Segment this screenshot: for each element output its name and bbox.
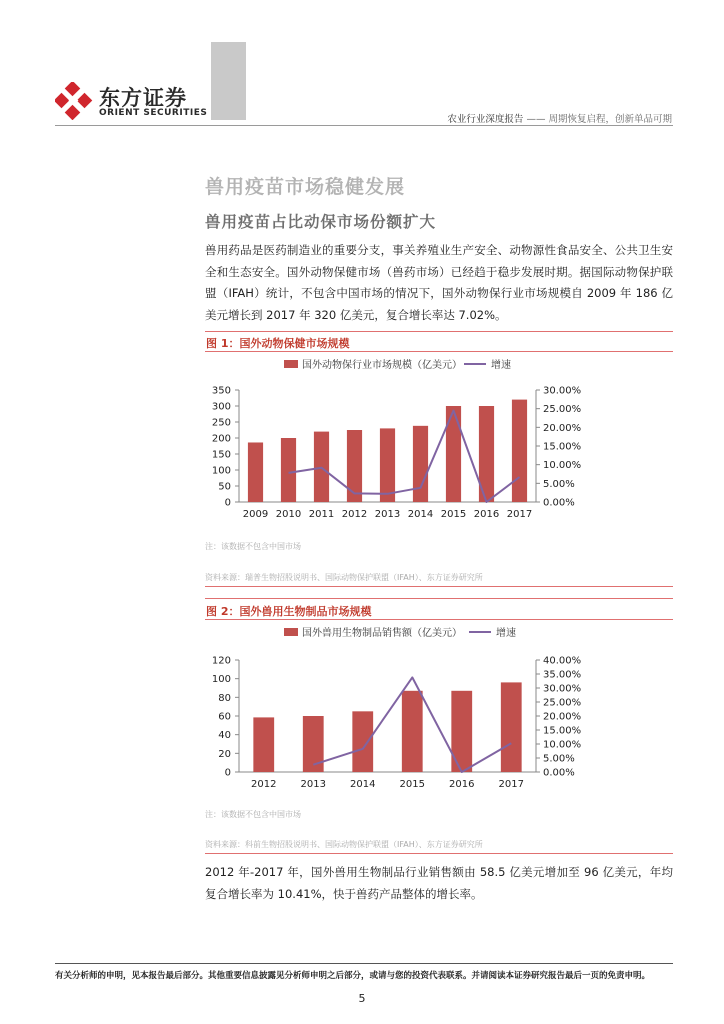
figure1-chart <box>205 352 673 527</box>
brand-logo <box>55 82 215 122</box>
y-right-tick-label: 30.00% <box>543 385 582 397</box>
y-left-tick-label: 50 <box>218 481 231 493</box>
conclusion-paragraph: 2012 年-2017 年，国外兽用生物制品行业销售额由 58.5 亿美元增加至 96 亿美元，年均复合增长率为 10.41%，快于兽药产品整体的增长率。 <box>205 865 673 901</box>
y-left-tick-label: 250 <box>211 417 231 429</box>
footer-divider <box>55 963 673 964</box>
y-left-tick-label: 150 <box>211 449 231 461</box>
legend-bar-swatch <box>284 360 298 368</box>
figure2-chart <box>205 620 673 795</box>
section-subtitle: 兽用疫苗占比动保市场份额扩大 <box>205 213 437 231</box>
header-gray-tab <box>211 42 246 120</box>
bar-2014 <box>413 426 428 502</box>
y-right-tick-label: 20.00% <box>543 711 582 723</box>
y-right-tick-label: 35.00% <box>543 669 582 681</box>
legend-bar-label: 国外动物保行业市场规模（亿美元） <box>302 360 462 371</box>
figure2-source: 资料来源：科前生物招股说明书、国际动物保护联盟（IFAH）、东方证券研究所 <box>205 840 483 849</box>
figure1-source: 资料来源：瑞普生物招股说明书、国际动物保护联盟（IFAH）、东方证券研究所 <box>205 573 483 582</box>
chart1-legend <box>284 358 511 371</box>
figure2-note: 注：该数据不包含中国市场 <box>205 810 301 819</box>
y-left-tick-label: 100 <box>211 465 231 477</box>
figure1-note: 注：该数据不包含中国市场 <box>205 542 301 551</box>
x-tick-label: 2012 <box>251 779 277 790</box>
brand-name-cn: 东方证券 <box>99 86 187 110</box>
figure2-title: 图 2：国外兽用生物制品市场规模 <box>206 605 372 618</box>
y-left-tick-label: 350 <box>211 385 231 397</box>
y-left-tick-label: 200 <box>211 433 231 445</box>
y-right-tick-label: 20.00% <box>543 422 582 434</box>
legend-line-label: 增速 <box>491 360 511 371</box>
bar-2012 <box>253 717 274 772</box>
x-tick-label: 2013 <box>300 779 326 790</box>
header-separator: —— <box>526 114 546 125</box>
bar-2013 <box>303 716 324 772</box>
brand-name-en: ORIENT SECURITIES <box>99 108 208 118</box>
legend-line-label: 增速 <box>496 628 516 639</box>
legend-bar-label: 国外兽用生物制品销售额（亿美元） <box>302 628 462 639</box>
y-right-tick-label: 0.00% <box>543 767 575 779</box>
legend-bar-swatch <box>284 628 298 636</box>
y-right-tick-label: 0.00% <box>543 497 575 509</box>
bar-2014 <box>352 711 373 772</box>
y-right-tick-label: 10.00% <box>543 739 582 751</box>
y-left-tick-label: 120 <box>211 655 231 667</box>
y-left-tick-label: 0 <box>224 497 231 509</box>
y-left-tick-label: 100 <box>211 674 231 686</box>
x-tick-label: 2016 <box>449 779 475 790</box>
figure1-title: 图 1：国外动物保健市场规模 <box>206 337 350 350</box>
y-left-tick-label: 80 <box>218 692 231 704</box>
x-tick-label: 2015 <box>440 509 467 520</box>
bar-2017 <box>501 682 522 772</box>
chart2-legend <box>284 626 516 639</box>
x-tick-label: 2016 <box>473 509 500 520</box>
x-tick-label: 2014 <box>407 509 434 520</box>
y-right-tick-label: 40.00% <box>543 655 582 667</box>
bar-2013 <box>380 428 395 502</box>
bar-2017 <box>512 400 527 502</box>
header-report-type: 农业行业深度报告 <box>447 114 524 125</box>
x-tick-label: 2014 <box>350 779 376 790</box>
x-tick-label: 2009 <box>242 509 269 520</box>
y-right-tick-label: 15.00% <box>543 441 582 453</box>
y-left-tick-label: 40 <box>218 730 231 742</box>
bar-2010 <box>281 438 296 502</box>
y-left-tick-label: 0 <box>224 767 231 779</box>
x-tick-label: 2011 <box>308 509 335 520</box>
figure1-top-rule <box>205 331 673 332</box>
y-left-tick-label: 300 <box>211 401 231 413</box>
y-right-tick-label: 25.00% <box>543 697 582 709</box>
x-tick-label: 2017 <box>498 779 524 790</box>
bar-2009 <box>248 442 263 502</box>
y-right-tick-label: 5.00% <box>543 753 575 765</box>
y-right-tick-label: 30.00% <box>543 683 582 695</box>
y-left-tick-label: 60 <box>218 711 231 723</box>
figure2-top-rule <box>205 598 673 599</box>
y-right-tick-label: 15.00% <box>543 725 582 737</box>
header-report-line <box>447 111 672 125</box>
bar-2012 <box>347 430 362 502</box>
y-left-tick-label: 20 <box>218 748 231 760</box>
figure1-bottom-rule <box>205 586 673 587</box>
x-tick-label: 2013 <box>374 509 401 520</box>
x-tick-label: 2015 <box>399 779 425 790</box>
y-right-tick-label: 25.00% <box>543 404 582 416</box>
header-divider <box>55 125 673 126</box>
intro-paragraph: 兽用药品是医药制造业的重要分支，事关养殖业生产安全、动物源性食品安全、公共卫生安全和生态安全。国外动物保健市场（兽药市场）已经趋于稳步发展时期。据国际动物保护联盟（IFAH）统计，不包含中国市场的情况下，国外动物保行业市场规模自 2009 年 186 亿美元增长到 2017 年 320 亿美元，复合增长率达 7.02%。 <box>205 243 673 322</box>
footer-disclaimer: 有关分析师的申明，见本报告最后部分。其他重要信息披露见分析师申明之后部分，或请与您的投资代表联系。并请阅读本证券研究报告最后一页的免责申明。 <box>55 971 651 981</box>
figure2-bottom-rule <box>205 853 673 854</box>
orient-logo-icon <box>55 82 93 120</box>
header-subtitle: 周期恢复启程，创新单品可期 <box>548 114 672 125</box>
y-right-tick-label: 10.00% <box>543 460 582 472</box>
x-tick-label: 2012 <box>341 509 368 520</box>
section-title: 兽用疫苗市场稳健发展 <box>205 176 406 198</box>
x-tick-label: 2017 <box>506 509 533 520</box>
bar-2015 <box>402 691 423 772</box>
page-number: 5 <box>358 992 366 1005</box>
y-right-tick-label: 5.00% <box>543 478 575 490</box>
x-tick-label: 2010 <box>275 509 302 520</box>
